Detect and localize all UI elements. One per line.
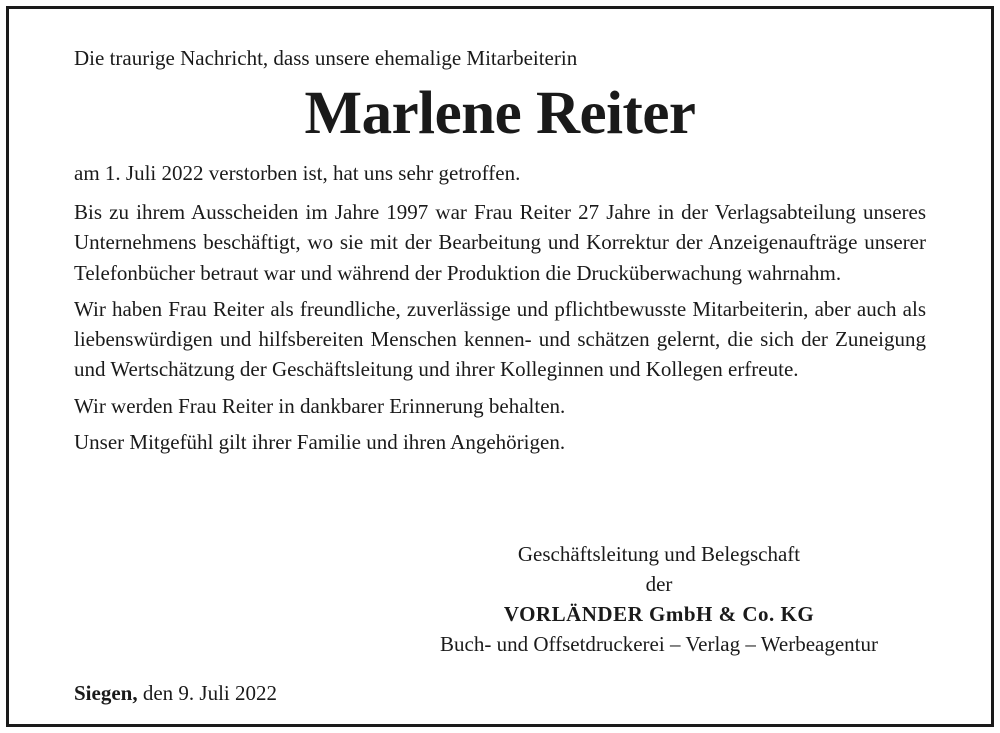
paragraph-remembrance: Wir werden Frau Reiter in dankbarer Erinnerung behalten. (74, 393, 566, 418)
signature-line-1: Geschäftsleitung und Belegschaft (517, 542, 801, 566)
company-tagline: Buch- und Offsetdruckerei – Verlag – Werbeagentur (440, 632, 878, 656)
intro-text: Die traurige Nachricht, dass unsere ehemalige Mitarbeiterin (74, 46, 578, 70)
paragraph-employment: Bis zu ihrem Ausscheiden im Jahre 1997 war Frau Reiter 27 Jahre in der Verlagsabteilung unseres Unternehmens beschäftigt, wo sie mit der Bearbeitung und Korrektur der Anzeigenaufträge unserer Telefonbücher betraut war und während der Produktion die Drucküberwachung wahrnahm. (74, 200, 926, 285)
signature-line-2: der (645, 572, 673, 596)
place-date (74, 681, 277, 705)
death-date-line: am 1. Juli 2022 verstorben ist, hat uns sehr getroffen. (74, 161, 521, 185)
company-name: VORLÄNDER GmbH & Co. KG (503, 602, 815, 626)
paragraph-condolence: Unser Mitgefühl gilt ihrer Familie und ihren Angehörigen. (74, 430, 566, 455)
obituary-notice (6, 6, 994, 727)
signature-block (389, 539, 929, 659)
body-text (74, 197, 926, 463)
deceased-name: Marlene Reiter (304, 80, 696, 147)
place-name: Siegen, (74, 681, 138, 705)
notice-date: den 9. Juli 2022 (142, 681, 278, 705)
paragraph-character: Wir haben Frau Reiter als freundliche, zuverlässige und pflichtbewusste Mitarbeiterin, aber auch als liebenswürdigen und hilfsbereiten Menschen kennen- und schätzen gelernt, die sich der Zuneigung und Wertschätzung der Geschäftsleitung und ihrer Kolleginnen und Kollegen erfreute. (74, 296, 926, 382)
